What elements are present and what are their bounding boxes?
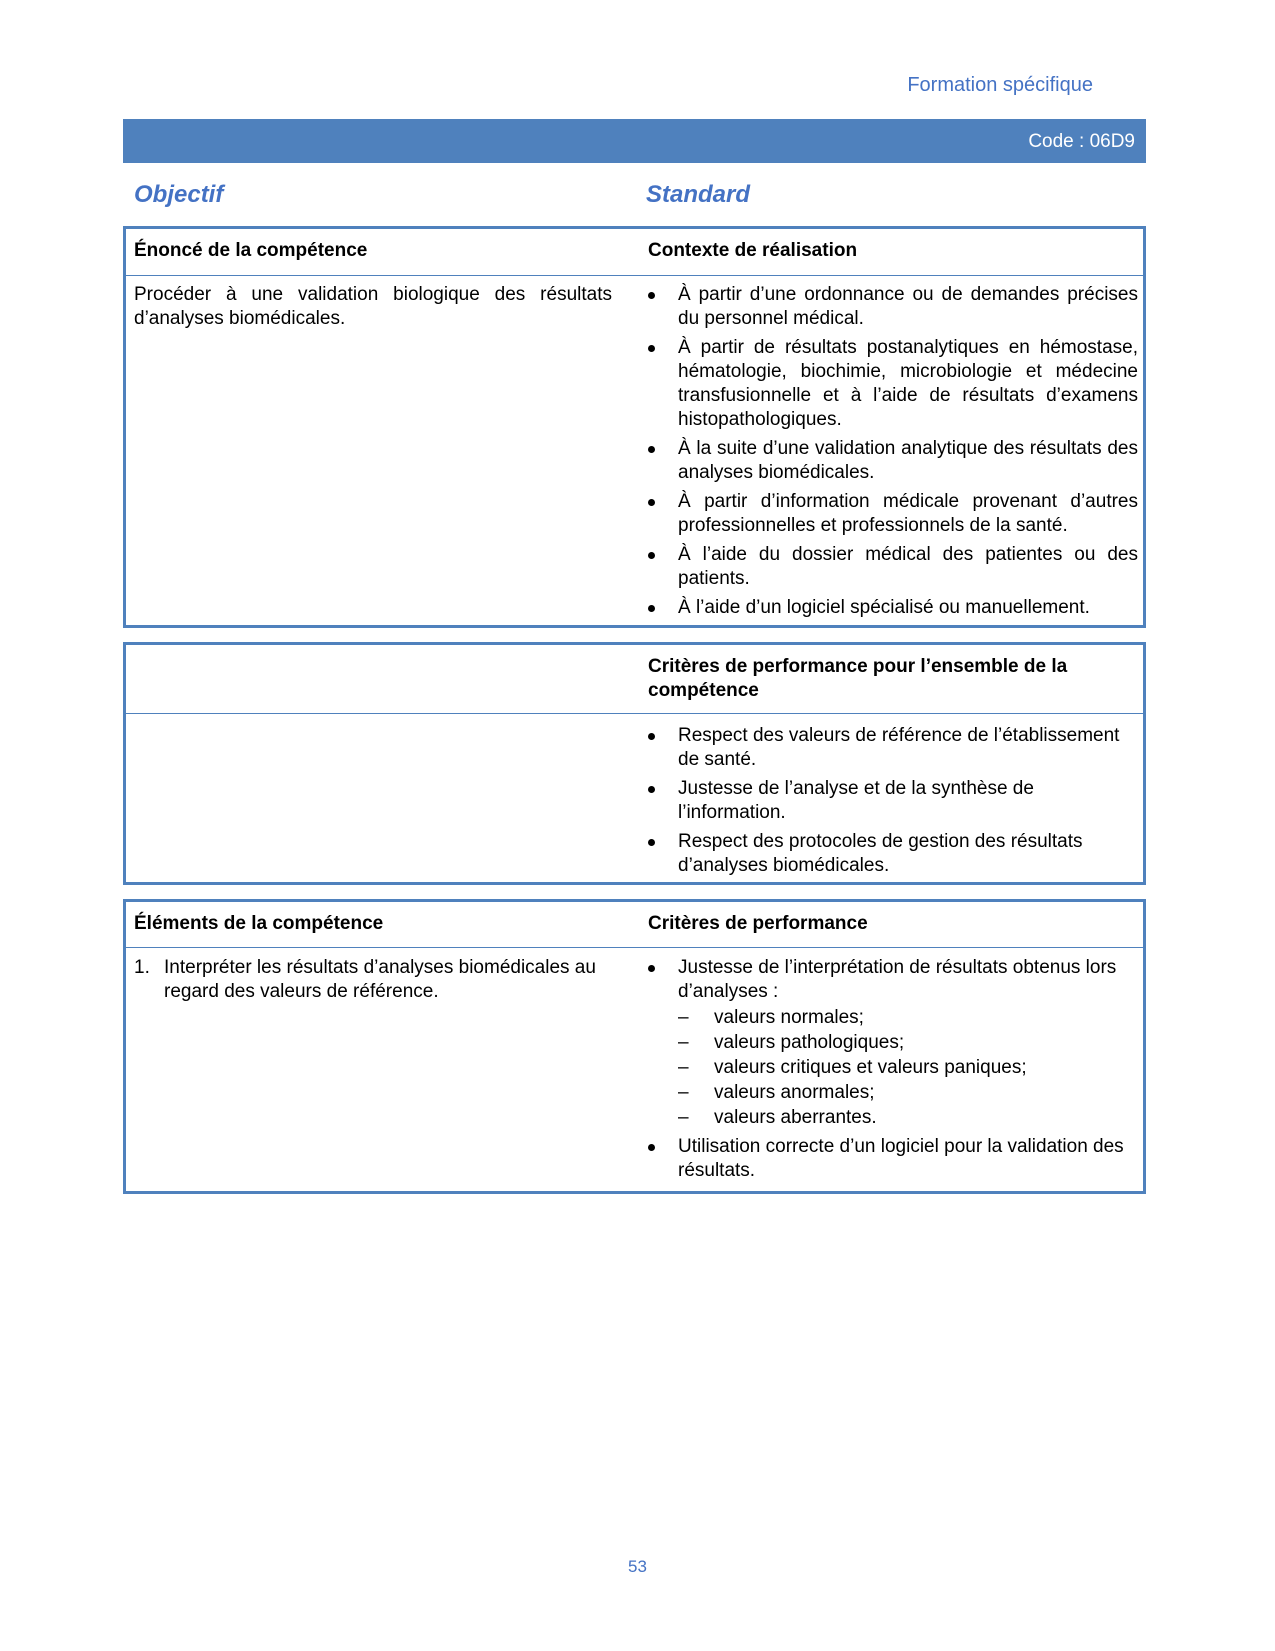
bullet-icon	[648, 552, 655, 559]
elements-criteria-table	[123, 899, 1146, 1194]
column-titles	[134, 181, 1134, 211]
list-item	[648, 830, 1138, 878]
bullet-icon	[648, 839, 655, 846]
bullet-icon	[648, 345, 655, 352]
competency-code: Code : 06D9	[1028, 131, 1135, 152]
dash-mark: –	[678, 1032, 689, 1053]
list-item-text: Interpréter les résultats d’analyses biomédicales au regard des valeurs de référence.	[164, 957, 596, 1002]
objective-title: Objectif	[134, 181, 224, 208]
sub-item-text: valeurs normales;	[714, 1007, 864, 1028]
bullet-icon	[648, 786, 655, 793]
list-item	[648, 283, 1138, 331]
sub-item-text: valeurs critiques et valeurs paniques;	[714, 1057, 1027, 1078]
dash-mark: –	[678, 1007, 689, 1028]
sub-item-text: valeurs anormales;	[714, 1082, 875, 1103]
bullet-icon	[648, 499, 655, 506]
criteria-list	[648, 956, 1138, 1183]
table-header	[126, 902, 1143, 948]
statement-heading: Énoncé de la compétence	[134, 240, 368, 261]
sub-item	[678, 1056, 1138, 1080]
list-item	[648, 336, 1138, 432]
list-item-text: Justesse de l’interprétation de résultats obtenus lors d’analyses :	[678, 957, 1117, 1002]
item-number: 1.	[134, 957, 150, 978]
global-criteria-table	[123, 642, 1146, 885]
list-item-text: À partir d’une ordonnance ou de demandes précises du personnel médical.	[678, 284, 1138, 329]
list-item-text: À l’aide d’un logiciel spécialisé ou manuellement.	[678, 597, 1090, 618]
elements-list	[134, 956, 612, 1004]
statement-context-table	[123, 226, 1146, 628]
dash-mark: –	[678, 1057, 689, 1078]
list-item	[648, 437, 1138, 485]
sub-item-text: valeurs aberrantes.	[714, 1107, 877, 1128]
context-heading: Contexte de réalisation	[648, 240, 858, 261]
bullet-icon	[648, 605, 655, 612]
list-item-text: À partir d’information médicale provenant d’autres professionnelles et professionnels de la santé.	[678, 491, 1138, 536]
list-item	[648, 956, 1138, 1130]
standard-title: Standard	[646, 181, 751, 208]
global-criteria-heading: Critères de performance pour l’ensemble de la compétence	[648, 656, 1068, 701]
dash-mark: –	[678, 1082, 689, 1103]
code-bar	[123, 119, 1146, 163]
sub-item	[678, 1006, 1138, 1030]
bullet-icon	[648, 965, 655, 972]
list-item	[648, 596, 1138, 620]
list-item	[648, 543, 1138, 591]
dash-mark: –	[678, 1107, 689, 1128]
competency-statement: Procéder à une validation biologique des résultats d’analyses biomédicales.	[134, 284, 612, 329]
list-item	[648, 724, 1138, 772]
list-item-text: Utilisation correcte d’un logiciel pour la validation des résultats.	[678, 1136, 1124, 1181]
program-label: Formation spécifique	[907, 74, 1093, 96]
list-item-text: À la suite d’une validation analytique des résultats des analyses biomédicales.	[678, 438, 1138, 483]
bullet-icon	[648, 1144, 655, 1151]
list-item	[648, 1135, 1138, 1183]
sub-item-text: valeurs pathologiques;	[714, 1032, 905, 1053]
table-header	[126, 229, 1143, 276]
bullet-icon	[648, 292, 655, 299]
sub-list	[678, 1006, 1138, 1130]
global-criteria-list	[648, 724, 1138, 878]
list-item-text: Justesse de l’analyse et de la synthèse de l’information.	[678, 778, 1034, 823]
sub-item	[678, 1106, 1138, 1130]
sub-item	[678, 1081, 1138, 1105]
list-item-text: À partir de résultats postanalytiques en hémostase, hématologie, biochimie, microbiologie et médecine transfusionnelle et à l’aide de résultats d’examens histopathologiques.	[678, 337, 1138, 430]
list-item-text: À l’aide du dossier médical des patientes ou des patients.	[678, 544, 1138, 589]
criteria-heading: Critères de performance	[648, 913, 868, 934]
page-number: 53	[628, 1557, 647, 1576]
list-item	[648, 777, 1138, 825]
list-item-text: Respect des valeurs de référence de l’établissement de santé.	[678, 725, 1120, 770]
list-item-text: Respect des protocoles de gestion des résultats d’analyses biomédicales.	[678, 831, 1083, 876]
list-item	[648, 490, 1138, 538]
bullet-icon	[648, 446, 655, 453]
elements-heading: Éléments de la compétence	[134, 913, 384, 934]
sub-item	[678, 1031, 1138, 1055]
context-list	[648, 283, 1138, 620]
bullet-icon	[648, 733, 655, 740]
list-item	[134, 956, 612, 1004]
table-header	[126, 645, 1143, 714]
